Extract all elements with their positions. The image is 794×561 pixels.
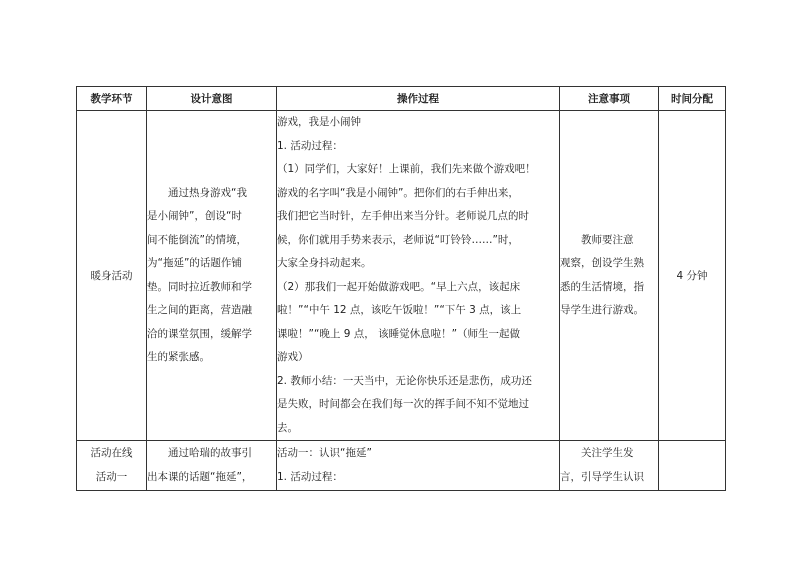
- process-line: 游戏的名字叫“我是小闹钟”。把你们的右手伸出来，: [277, 186, 519, 199]
- intent-line: 垫。同时拉近教师和学: [147, 280, 252, 293]
- header-stage: 教学环节: [77, 87, 147, 111]
- intent-line: 是小闹钟”，创设“时: [147, 210, 242, 222]
- intent-line: 间不能倒流”的情境，: [147, 233, 247, 246]
- intent-cell: [147, 111, 277, 441]
- process-line: （2）那我们一起开始做游戏吧。“早上六点，该起床: [277, 280, 521, 293]
- process-line: 我们把它当时针，左手伸出来当分针。老师说几点的时: [277, 210, 529, 222]
- intent-line: 出本课的话题“拖延”，: [147, 470, 253, 483]
- process-line: 候，你们就用手势来表示，老师说“叮铃铃……”时，: [277, 233, 519, 246]
- process-line: 啦！”“中午 12 点，该吃午饭啦！”“下午 3 点，该上: [277, 304, 522, 316]
- time-cell: [659, 111, 726, 441]
- lesson-plan-table: [76, 86, 726, 491]
- process-cell: [277, 111, 560, 441]
- process-cell: [277, 441, 560, 491]
- notes-line: 关注学生发: [560, 447, 634, 459]
- notes-line: 教师要注意: [560, 233, 634, 246]
- process-line: 1. 活动过程：: [277, 139, 343, 152]
- process-line: 去。: [277, 421, 298, 434]
- time-cell: [659, 441, 726, 491]
- intent-line: 生的紧张感。: [147, 351, 210, 363]
- header-intent: 设计意图: [147, 87, 277, 111]
- notes-line: 悉的生活情境，指: [560, 280, 644, 293]
- stage-label: 暖身活动: [90, 270, 133, 282]
- stage-cell: [77, 111, 147, 441]
- stage-line: 活动一: [95, 470, 128, 483]
- stage-line: 活动在线: [90, 447, 133, 459]
- process-line: 游戏，我是小闹钟: [277, 116, 361, 128]
- intent-line: 生之间的距离，营造融: [147, 304, 252, 316]
- process-line: 大家全身抖动起来。: [277, 257, 372, 269]
- notes-cell: [560, 441, 659, 491]
- process-line: 1. 活动过程：: [277, 470, 343, 483]
- header-notes: 注意事项: [560, 87, 659, 111]
- intent-line: 洽的课堂氛围，缓解学: [147, 327, 252, 340]
- notes-line: 言，引导学生认识: [560, 470, 644, 483]
- process-line: 游戏）: [277, 351, 309, 363]
- table-row-activity-one: [77, 441, 726, 491]
- header-time: 时间分配: [659, 87, 726, 111]
- process-line: 课啦！”“晚上 9 点， 该睡觉休息啦！”（师生一起做: [277, 327, 521, 340]
- process-line: （1）同学们，大家好！上课前，我们先来做个游戏吧！: [277, 163, 536, 175]
- process-line: 2. 教师小结：一天当中，无论你快乐还是悲伤，成功还: [277, 374, 532, 387]
- process-line: 是失败，时间都会在我们每一次的挥手间不知不觉地过: [277, 398, 529, 410]
- time-value: 4 分钟: [676, 270, 708, 282]
- stage-cell: [77, 441, 147, 491]
- notes-line: 观察，创设学生熟: [560, 257, 644, 269]
- intent-cell: [147, 441, 277, 491]
- intent-line: 为“拖延”的话题作铺: [147, 257, 242, 269]
- header-process: 操作过程: [277, 87, 560, 111]
- notes-cell: [560, 111, 659, 441]
- process-line: 活动一：认识“拖延”: [277, 447, 372, 459]
- notes-line: 导学生进行游戏。: [560, 304, 644, 316]
- table-header-row: [77, 87, 726, 111]
- table-row-warmup: [77, 111, 726, 441]
- intent-line: 通过哈瑞的故事引: [147, 447, 252, 459]
- intent-line: 通过热身游戏“我: [147, 186, 247, 199]
